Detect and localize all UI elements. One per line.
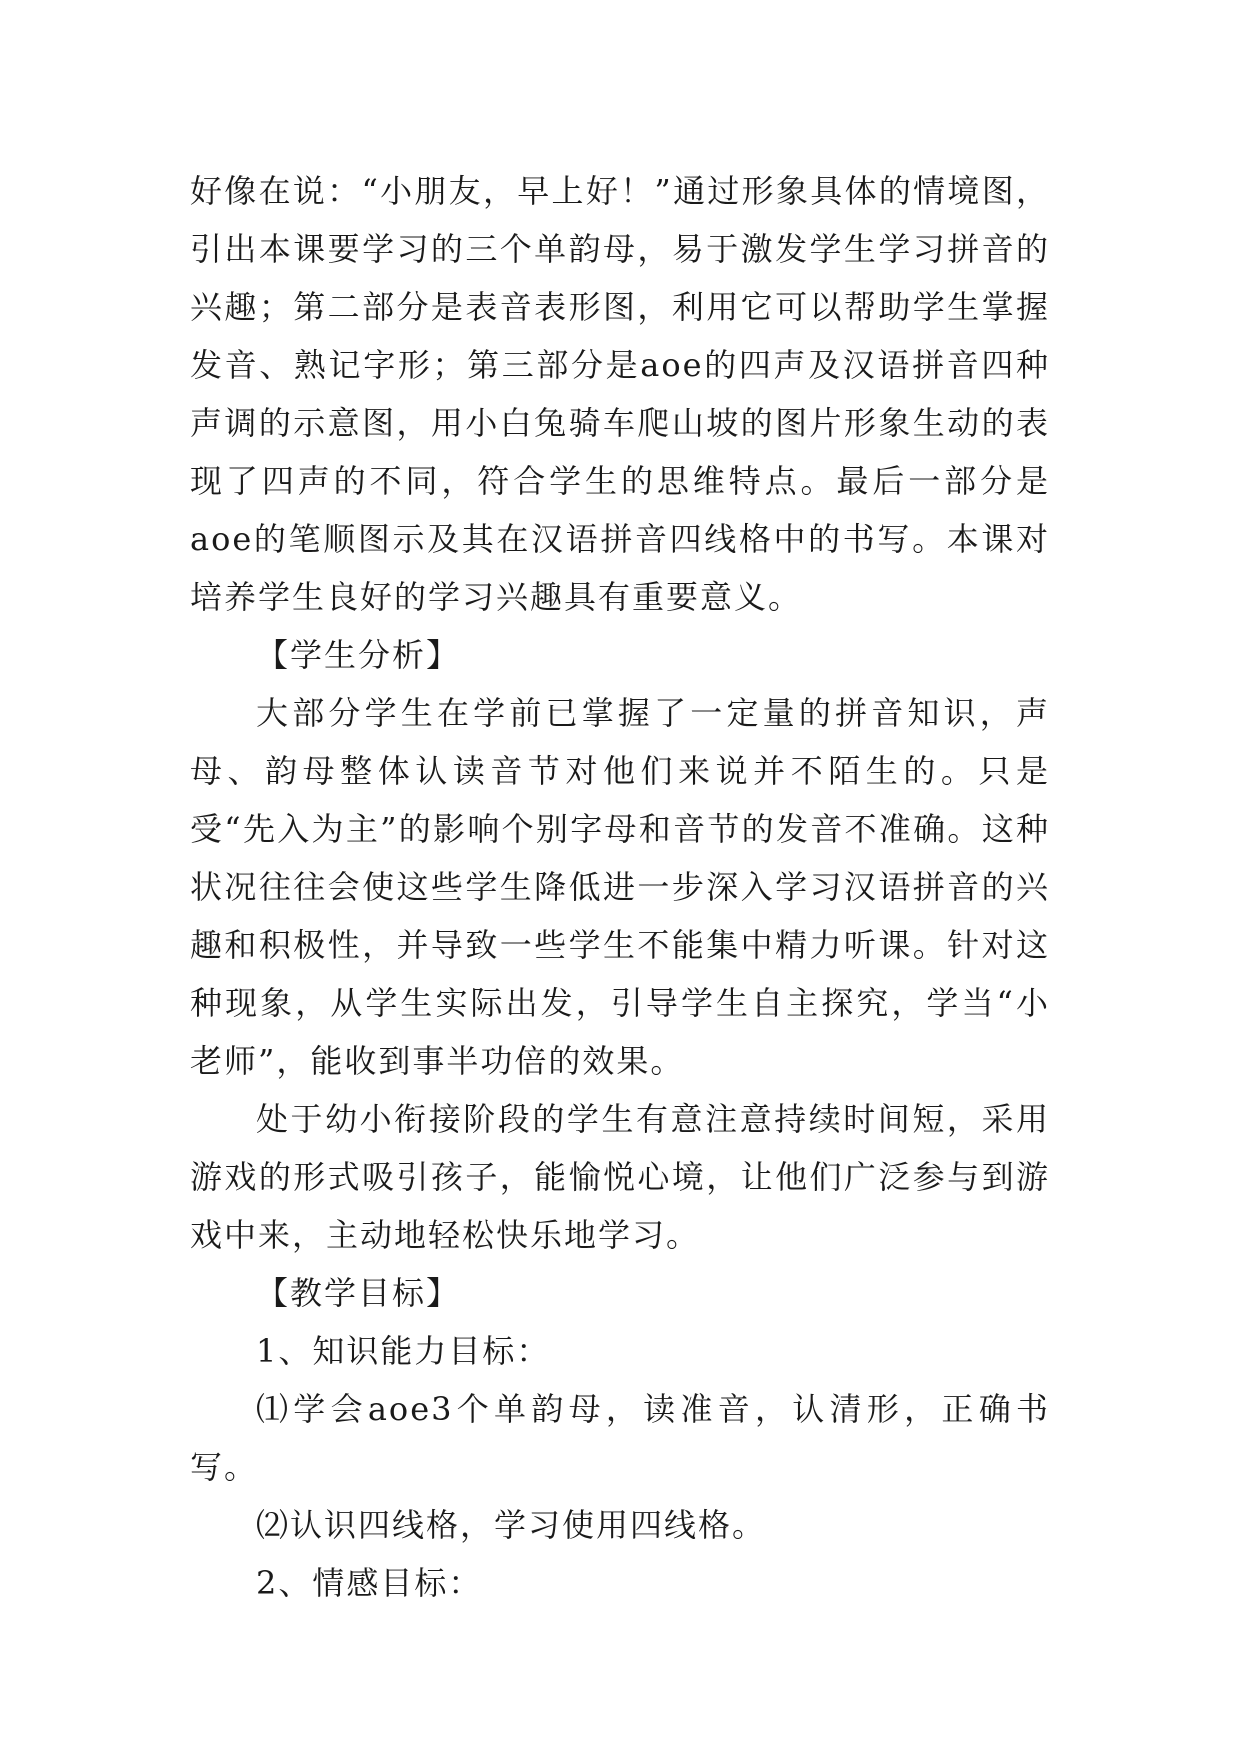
- paragraph-intro-continuation: 好像在说：“小朋友，早上好！”通过形象具体的情境图，引出本课要学习的三个单韵母，易于激发学生学习拼音的兴趣；第二部分是表音表形图，利用它可以帮助学生掌握发音、熟记字形；第三部分是aoe的四声及汉语拼音四种声调的示意图，用小白兔骑车爬山坡的图片形象生动的表现了四声的不同，符合学生的思维特点。最后一部分是aoe的笔顺图示及其在汉语拼音四线格中的书写。本课对培养学生良好的学习兴趣具有重要意义。: [190, 172, 1050, 616]
- section-heading-teaching-goals: 【教学目标】: [256, 1274, 461, 1312]
- paragraph-student-analysis-1: 大部分学生在学前已掌握了一定量的拼音知识，声母、韵母整体认读音节对他们来说并不陌生的。只是受“先入为主”的影响个别字母和音节的发音不准确。这种状况往往会使这些学生降低进一步深入学习汉语拼音的兴趣和积极性，并导致一些学生不能集中精力听课。针对这种现象，从学生实际出发，引导学生自主探究，学当“小老师”，能收到事半功倍的效果。: [190, 694, 1050, 1080]
- section-heading-student-analysis: 【学生分析】: [256, 636, 461, 674]
- goal-item-1: ⑴学会aoe3个单韵母，读准音，认清形，正确书写。: [190, 1390, 1050, 1486]
- goal-emotional: 2、情感目标：: [256, 1564, 483, 1602]
- paragraph-student-analysis-2: 处于幼小衔接阶段的学生有意注意持续时间短，采用游戏的形式吸引孩子，能愉悦心境，让他们广泛参与到游戏中来，主动地轻松快乐地学习。: [190, 1100, 1050, 1254]
- goal-item-2: ⑵认识四线格，学习使用四线格。: [256, 1506, 767, 1544]
- goal-knowledge-ability: 1、知识能力目标：: [256, 1332, 551, 1370]
- document-body: [190, 162, 1050, 1612]
